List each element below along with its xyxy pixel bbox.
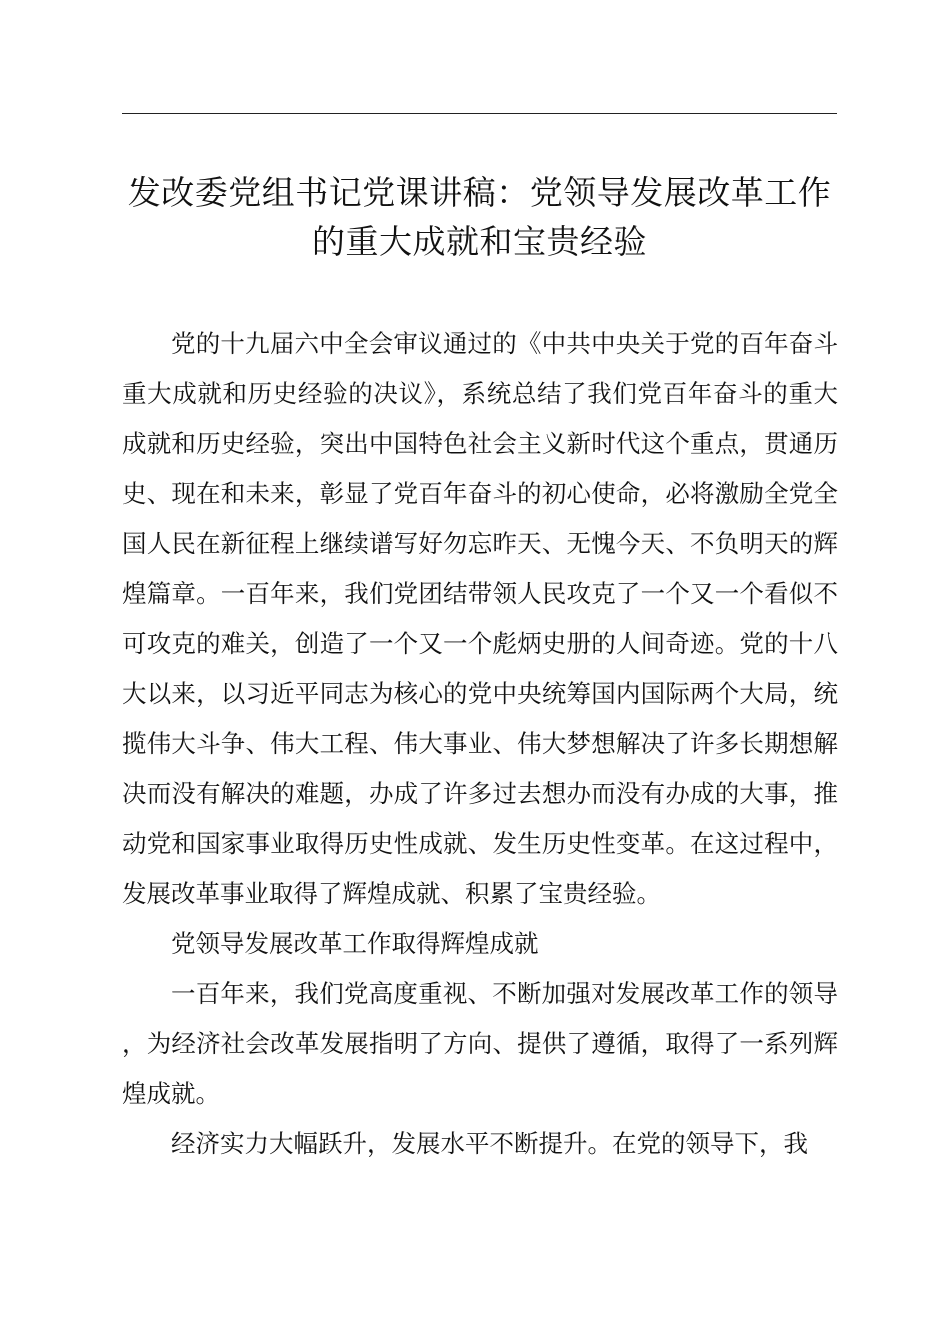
- document-title: 发改委党组书记党课讲稿：党领导发展改革工作的重大成就和宝贵经验: [127, 173, 832, 261]
- paragraph-economy: 经济实力大幅跃升，发展水平不断提升。在党的领导下，我: [171, 1129, 808, 1158]
- section-heading: 党领导发展改革工作取得辉煌成就: [171, 929, 539, 958]
- paragraph-intro: 党的十九届六中全会审议通过的《中共中央关于党的百年奋斗重大成就和历史经验的决议》，系统总结了我们党百年奋斗的重大成就和历史经验，突出中国特色社会主义新时代这个重点，贯通历史、现在和未来，彰显了党百年奋斗的初心使命，必将激励全党全国人民在新征程上继续谱写好勿忘昨天、无愧今天、不负明天的辉煌篇章。一百年来，我们党团结带领人民攻克了一个又一个看似不可攻克的难关，创造了一个又一个彪炳史册的人间奇迹。党的十八大以来，以习近平同志为核心的党中央统筹国内国际两个大局，统揽伟大斗争、伟大工程、伟大事业、伟大梦想解决了许多长期想解决而没有解决的难题，办成了许多过去想办而没有办成的大事，推动党和国家事业取得历史性成就、发生历史性变革。在这过程中，发展改革事业取得了辉煌成就、积累了宝贵经验。: [122, 329, 838, 908]
- paragraph-overview: 一百年来，我们党高度重视、不断加强对发展改革工作的领导，为经济社会改革发展指明了方向、提供了遵循，取得了一系列辉煌成就。: [122, 979, 838, 1108]
- document-body: [122, 319, 838, 1169]
- header-rule: [122, 113, 837, 114]
